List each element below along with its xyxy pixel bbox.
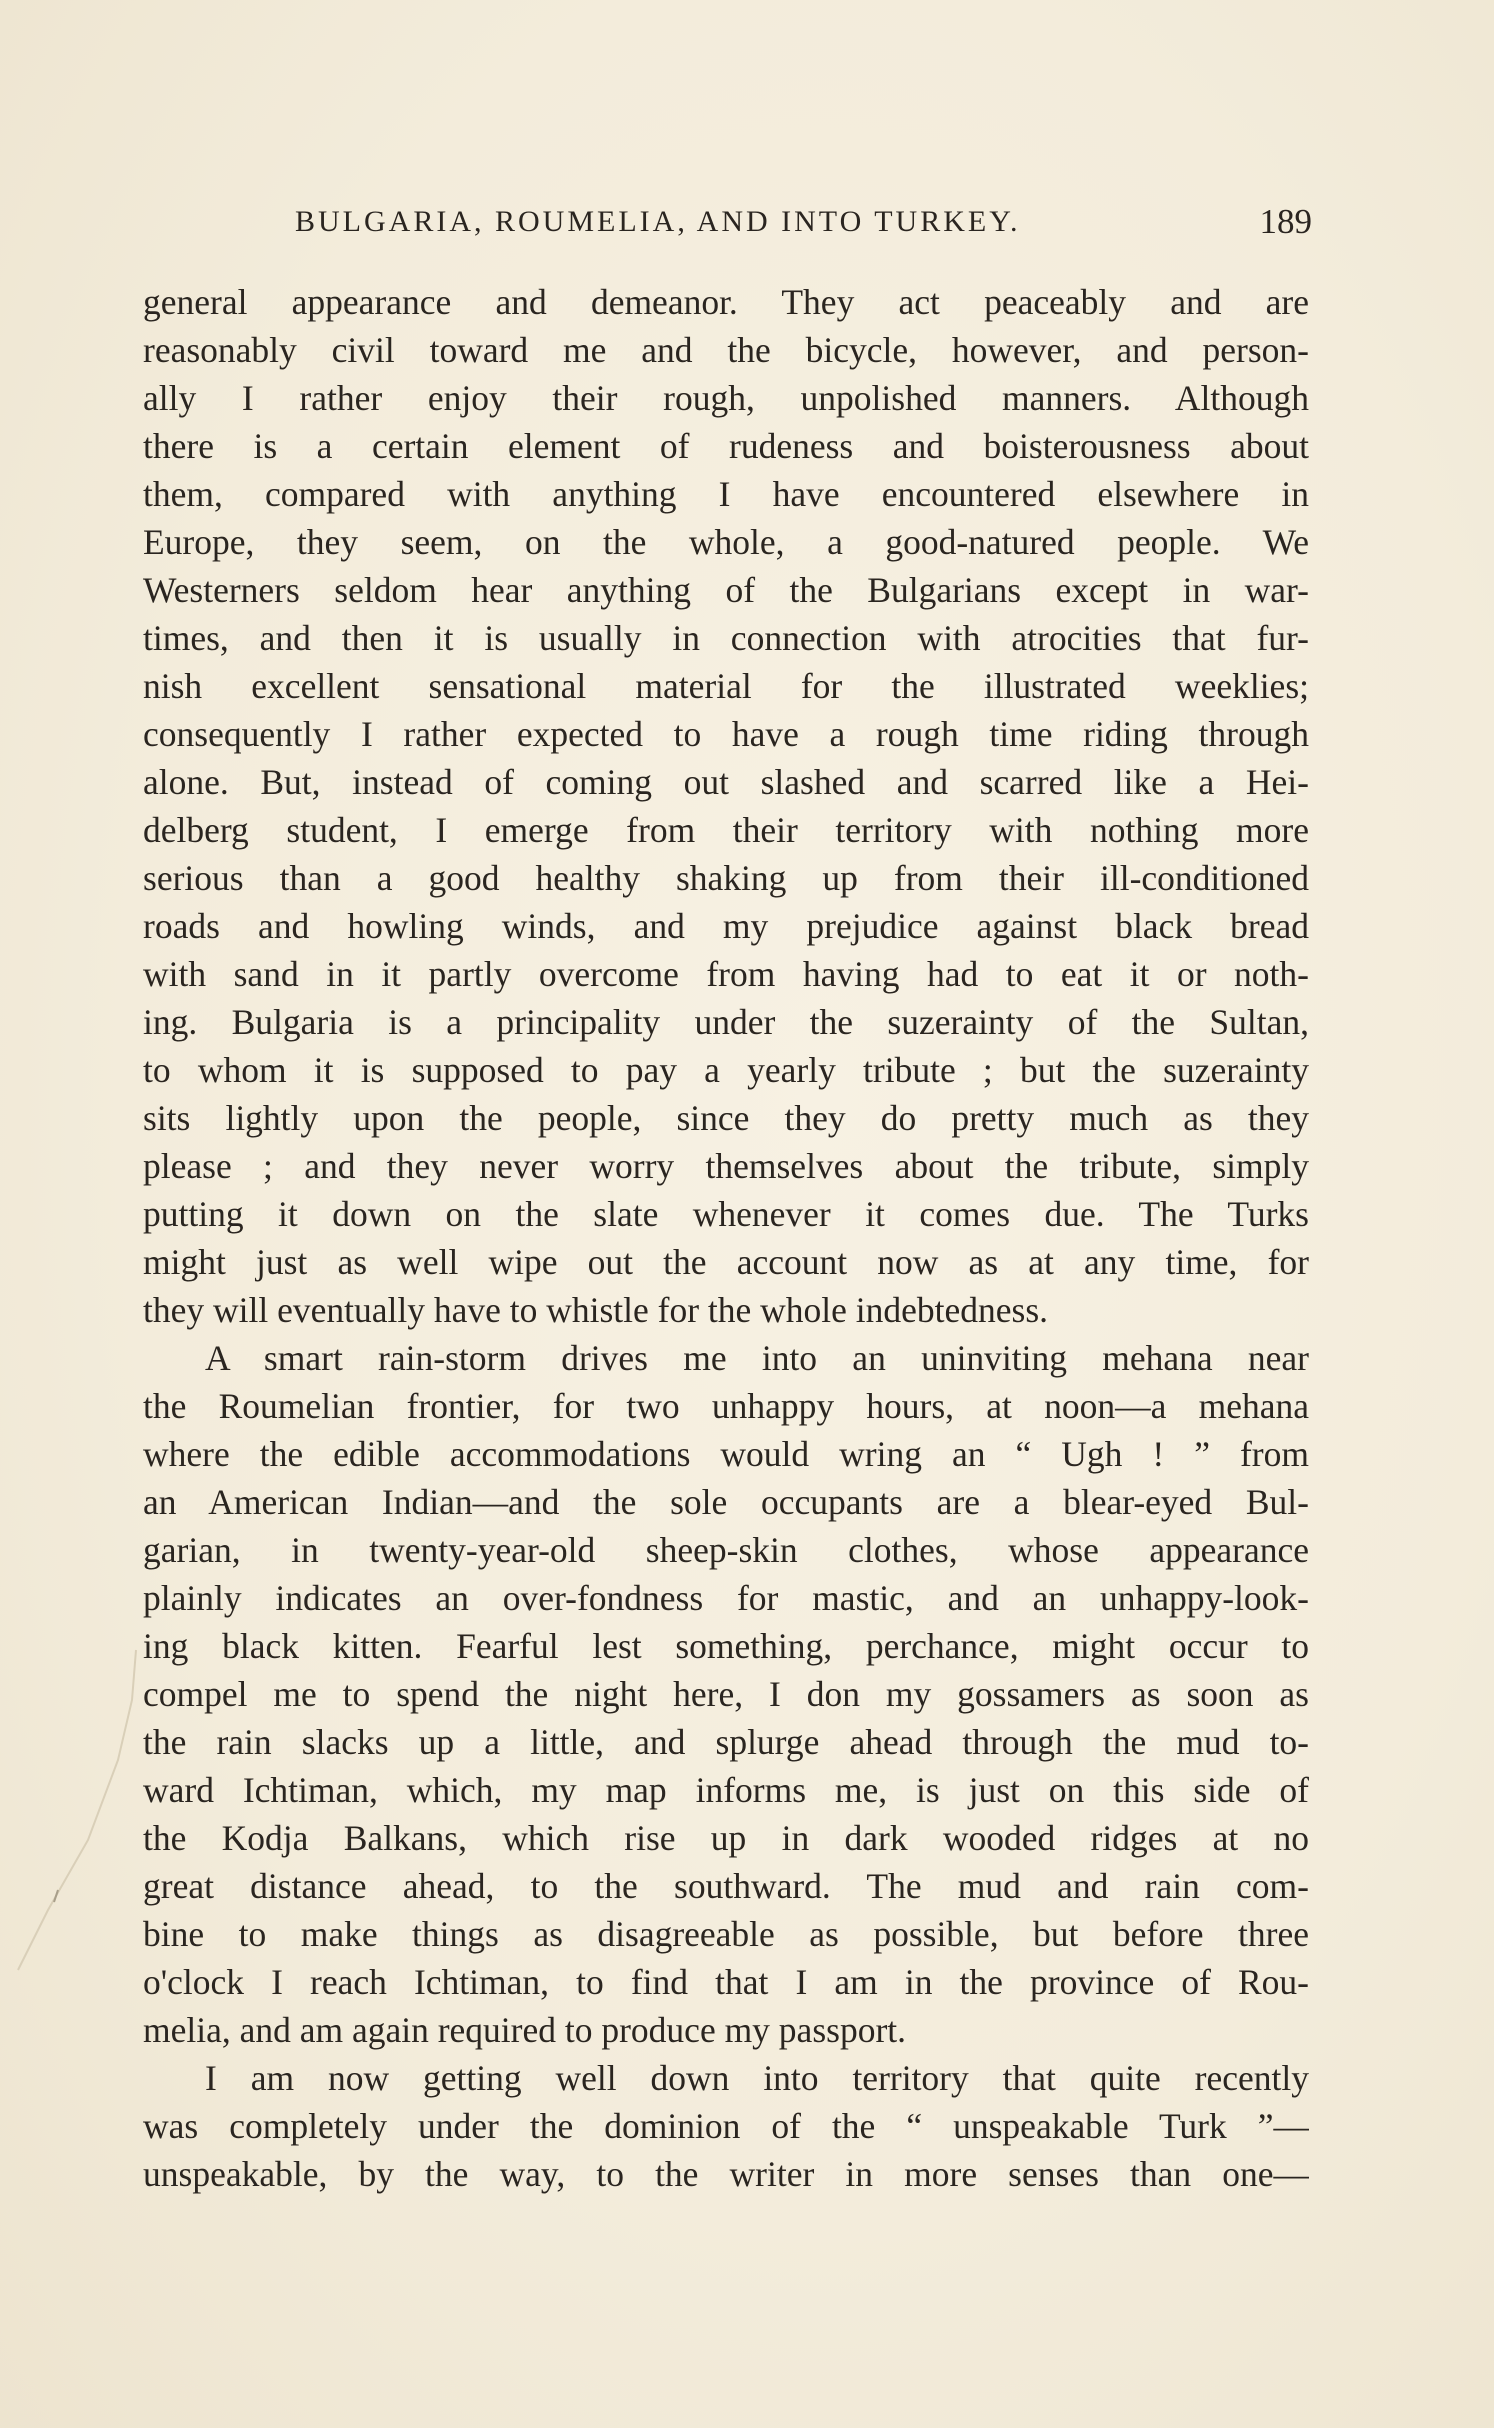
text-line: ing black kitten. Fearful lest something, perchance, might occur to xyxy=(143,1626,1309,1666)
text-line: A smart rain-storm drives me into an uninviting mehana near xyxy=(205,1338,1309,1378)
text-line: they will eventually have to whistle for the whole indebtedness. xyxy=(143,1290,1049,1330)
text-line: was completely under the dominion of the “ unspeakable Turk ”— xyxy=(143,2106,1309,2146)
text-line: the Roumelian frontier, for two unhappy hours, at noon—a mehana xyxy=(143,1386,1309,1426)
text-line: reasonably civil toward me and the bicycle, however, and person- xyxy=(143,330,1309,370)
text-line: with sand in it partly overcome from having had to eat it or noth- xyxy=(143,954,1309,994)
text-line: bine to make things as disagreeable as possible, but before three xyxy=(143,1914,1309,1954)
text-line: the rain slacks up a little, and splurge ahead through the mud to- xyxy=(143,1722,1309,1762)
text-line: them, compared with anything I have encountered elsewhere in xyxy=(143,474,1309,514)
text-line: times, and then it is usually in connection with atrocities that fur- xyxy=(143,618,1309,658)
text-line: might just as well wipe out the account now as at any time, for xyxy=(143,1242,1309,1282)
text-line: alone. But, instead of coming out slashed and scarred like a Hei- xyxy=(143,762,1309,802)
body-text xyxy=(143,278,1309,2198)
text-line: sits lightly upon the people, since they do pretty much as they xyxy=(143,1098,1309,1138)
text-line: the Kodja Balkans, which rise up in dark wooded ridges at no xyxy=(143,1818,1309,1858)
text-line: o'clock I reach Ichtiman, to find that I am in the province of Rou- xyxy=(143,1962,1309,2002)
text-line: there is a certain element of rudeness and boisterousness about xyxy=(143,426,1309,466)
text-line: compel me to spend the night here, I don my gossamers as soon as xyxy=(143,1674,1309,1714)
text-line: great distance ahead, to the southward. The mud and rain com- xyxy=(143,1866,1309,1906)
page-number: 189 xyxy=(1259,202,1312,241)
text-line: to whom it is supposed to pay a yearly tribute ; but the suzerainty xyxy=(143,1050,1309,1090)
text-line: ally I rather enjoy their rough, unpolished manners. Although xyxy=(143,378,1309,418)
text-line: delberg student, I emerge from their territory with nothing more xyxy=(143,810,1309,850)
text-line: nish excellent sensational material for the illustrated weeklies; xyxy=(143,666,1309,706)
text-line: Westerners seldom hear anything of the Bulgarians except in war- xyxy=(143,570,1309,610)
text-line: where the edible accommodations would wring an “ Ugh ! ” from xyxy=(143,1434,1309,1474)
running-title: BULGARIA, ROUMELIA, AND INTO TURKEY. xyxy=(295,205,1021,238)
text-line: garian, in twenty-year-old sheep-skin clothes, whose appearance xyxy=(143,1530,1309,1570)
text-line: Europe, they seem, on the whole, a good-natured people. We xyxy=(143,522,1309,562)
text-line: consequently I rather expected to have a rough time riding through xyxy=(143,714,1309,754)
page-crease-mark xyxy=(8,1640,148,2000)
text-line: I am now getting well down into territory that quite recently xyxy=(205,2058,1309,2098)
text-line: roads and howling winds, and my prejudice against black bread xyxy=(143,906,1309,946)
text-line: ing. Bulgaria is a principality under the suzerainty of the Sultan, xyxy=(143,1002,1309,1042)
text-line: an American Indian—and the sole occupants are a blear-eyed Bul- xyxy=(143,1482,1309,1522)
text-line: please ; and they never worry themselves about the tribute, simply xyxy=(143,1146,1309,1186)
text-line: plainly indicates an over-fondness for mastic, and an unhappy-look- xyxy=(143,1578,1309,1618)
text-line: serious than a good healthy shaking up from their ill-conditioned xyxy=(143,858,1309,898)
text-line: putting it down on the slate whenever it comes due. The Turks xyxy=(143,1194,1309,1234)
running-head xyxy=(140,198,1312,246)
text-line: melia, and am again required to produce my passport. xyxy=(143,2010,907,2050)
text-line: ward Ichtiman, which, my map informs me, is just on this side of xyxy=(143,1770,1309,1810)
text-line: general appearance and demeanor. They act peaceably and are xyxy=(143,282,1309,322)
text-line: unspeakable, by the way, to the writer in more senses than one— xyxy=(143,2154,1309,2194)
